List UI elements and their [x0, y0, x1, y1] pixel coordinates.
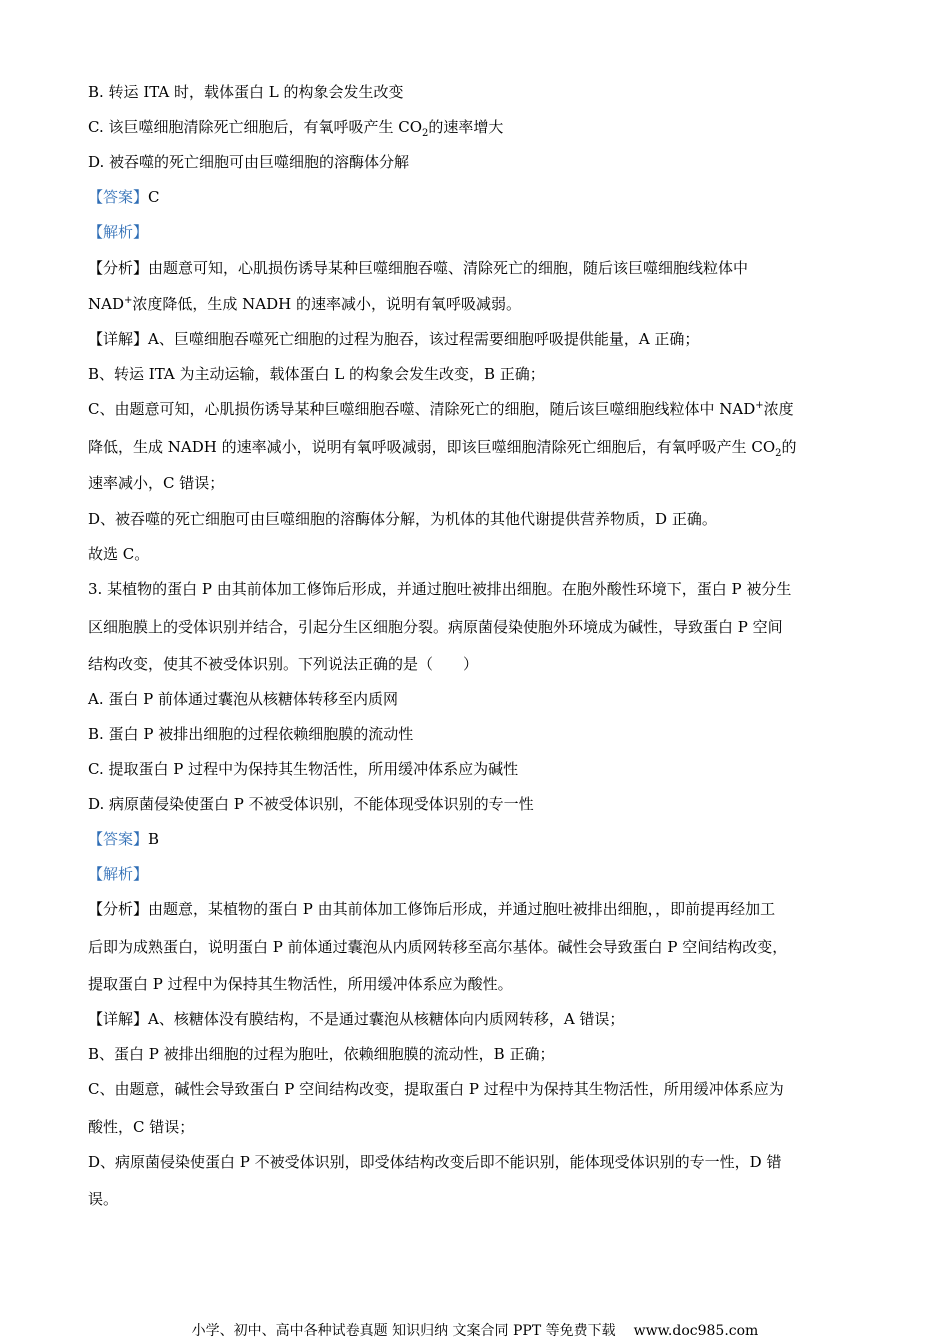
page-footer	[0, 1322, 950, 1340]
answer-value: C	[148, 188, 160, 206]
q2-detail-a: 【详解】A、巨噬细胞吞噬死亡细胞的过程为胞吞，该过程需要细胞呼吸提供能量，A 正确；	[88, 330, 700, 348]
q3-option-a: A. 蛋白 P 前体通过囊泡从核糖体转移至内质网	[88, 690, 398, 708]
q3-detail-c-line2: 酸性，C 错误；	[88, 1118, 195, 1136]
q2-fenxi-text: NAD	[88, 295, 124, 313]
q2-analysis-tag: 【解析】	[88, 223, 149, 241]
q3-fenxi-line3: 提取蛋白 P 过程中为保持其生物活性，所用缓冲体系应为酸性。	[88, 975, 513, 993]
q2-detail-c-line3: 速率减小，C 错误；	[88, 474, 225, 492]
q3-answer	[88, 829, 868, 849]
q3-stem-line1: 3. 某植物的蛋白 P 由其前体加工修饰后形成，并通过胞吐被排出细胞。在胞外酸性环境下，蛋白 P 被分生	[88, 580, 792, 598]
q3-detail-c-line1: C、由题意，碱性会导致蛋白 P 空间结构改变，提取蛋白 P 过程中为保持其生物活性，所用缓冲体系应为	[88, 1080, 784, 1098]
q2-fenxi-line2	[88, 294, 868, 314]
q3-stem-line3: 结构改变，使其不被受体识别。下列说法正确的是（ ）	[88, 655, 479, 673]
footer-text: 小学、初中、高中各种试卷真题 知识归纳 文案合同 PPT 等免费下载	[191, 1323, 616, 1339]
q2-detail-c2-subscript: 2	[775, 448, 782, 459]
q3-fenxi-line1: 【分析】由题意，某植物的蛋白 P 由其前体加工修饰后形成，并通过胞吐被排出细胞，，即前提再经加工	[88, 900, 776, 918]
q2-detail-c-line2	[88, 437, 868, 457]
q2-option-c-tail: 的速率增大	[428, 118, 504, 136]
q3-option-c: C. 提取蛋白 P 过程中为保持其生物活性，所用缓冲体系应为碱性	[88, 760, 519, 778]
q2-fenxi-tail: 浓度降低，生成 NADH 的速率减小，说明有氧呼吸减弱。	[132, 295, 521, 313]
q2-option-c-text: C. 该巨噬细胞清除死亡细胞后，有氧呼吸产生 CO	[88, 118, 423, 136]
footer-url[interactable]: www.doc985.com	[633, 1323, 759, 1339]
q2-option-d: D. 被吞噬的死亡细胞可由巨噬细胞的溶酶体分解	[88, 153, 410, 171]
q2-detail-d: D、被吞噬的死亡细胞可由巨噬细胞的溶酶体分解，为机体的其他代谢提供营养物质，D 正确。	[88, 510, 717, 528]
q2-detail-c2-text: 降低，生成 NADH 的速率减小，说明有氧呼吸减弱，即该巨噬细胞清除死亡细胞后，有氧呼吸产生 CO	[88, 438, 776, 456]
q3-analysis-tag: 【解析】	[88, 865, 149, 883]
q2-conclusion: 故选 C。	[88, 545, 150, 563]
q3-option-b: B. 蛋白 P 被排出细胞的过程依赖细胞膜的流动性	[88, 725, 414, 743]
q2-answer	[88, 187, 868, 207]
q2-detail-c-superscript: +	[755, 400, 764, 411]
q2-option-b: B. 转运 ITA 时，载体蛋白 L 的构象会发生改变	[88, 83, 404, 101]
q3-fenxi-line2: 后即为成熟蛋白，说明蛋白 P 前体通过囊泡从内质网转移至高尔基体。碱性会导致蛋白 P 空间结构改变，	[88, 938, 788, 956]
q2-detail-c2-tail: 的	[781, 438, 797, 456]
q2-option-c-subscript: 2	[422, 128, 429, 139]
answer-value: B	[148, 830, 160, 848]
q3-detail-d-line1: D、病原菌侵染使蛋白 P 不被受体识别，即受体结构改变后即不能识别，能体现受体识别的专一性，D 错	[88, 1153, 782, 1171]
q3-detail-a: 【详解】A、核糖体没有膜结构，不是通过囊泡从核糖体向内质网转移，A 错误；	[88, 1010, 625, 1028]
q2-detail-c-tail: 浓度	[763, 400, 794, 418]
q2-detail-c-text: C、由题意可知，心肌损伤诱导某种巨噬细胞吞噬、清除死亡的细胞，随后该巨噬细胞线粒体中 NAD	[88, 400, 756, 418]
answer-tag: 【答案】	[88, 830, 149, 848]
q2-detail-c-line1	[88, 399, 868, 419]
q2-detail-b: B、转运 ITA 为主动运输，载体蛋白 L 的构象会发生改变，B 正确；	[88, 365, 545, 383]
q3-detail-d-line2: 误。	[88, 1190, 119, 1208]
q3-stem-line2: 区细胞膜上的受体识别并结合，引起分生区细胞分裂。病原菌侵染使胞外环境成为碱性，导致蛋白 P 空间	[88, 618, 783, 636]
q2-option-c	[88, 117, 868, 137]
q2-fenxi-line1: 【分析】由题意可知，心肌损伤诱导某种巨噬细胞吞噬、清除死亡的细胞，随后该巨噬细胞线粒体中	[88, 259, 749, 277]
answer-tag: 【答案】	[88, 188, 149, 206]
q3-option-d: D. 病原菌侵染使蛋白 P 不被受体识别，不能体现受体识别的专一性	[88, 795, 534, 813]
q2-fenxi-superscript: +	[123, 295, 133, 306]
q3-detail-b: B、蛋白 P 被排出细胞的过程为胞吐，依赖细胞膜的流动性，B 正确；	[88, 1045, 555, 1063]
